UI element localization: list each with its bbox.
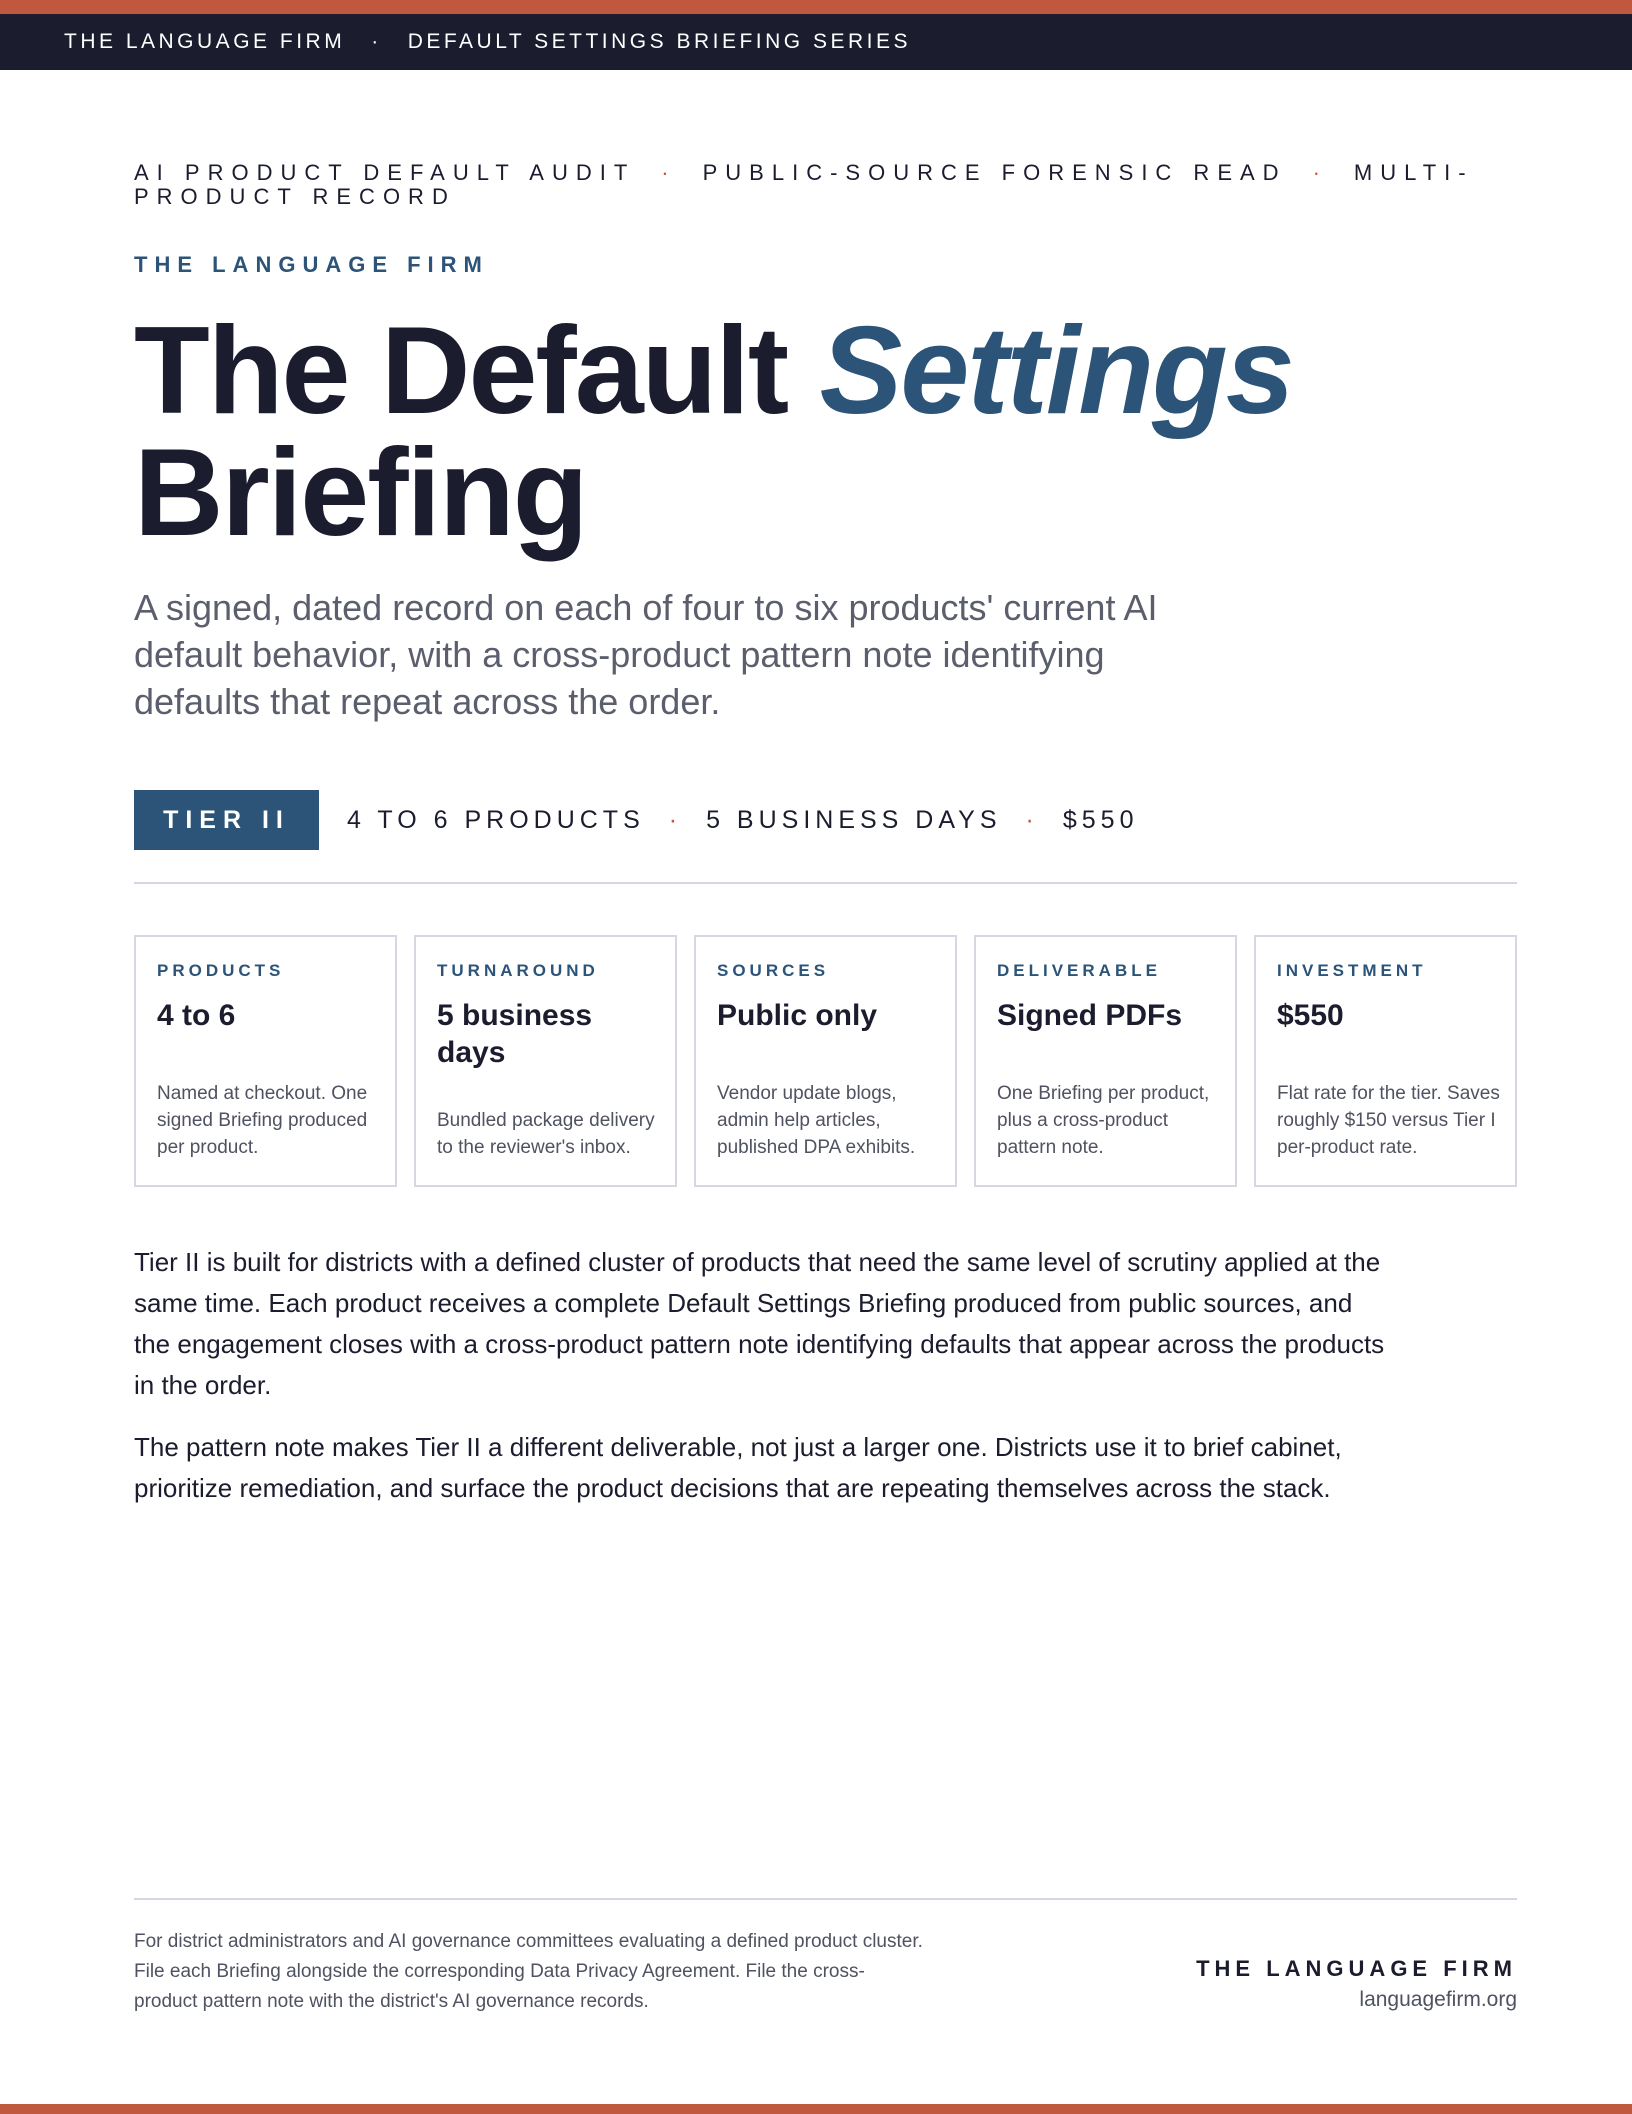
- kicker-separator: ·: [661, 160, 677, 185]
- fact-card-investment: [1254, 935, 1517, 1187]
- kicker-line: [134, 161, 1517, 209]
- header-firm-name: THE LANGUAGE FIRM: [64, 30, 346, 53]
- card-description: Named at checkout. One signed Briefing produced per product.: [157, 1083, 368, 1158]
- kicker-item: PUBLIC-SOURCE FORENSIC READ: [702, 160, 1287, 185]
- card-description: Bundled package delivery to the reviewer's inbox.: [437, 1110, 655, 1158]
- top-accent-stripe: [0, 0, 1632, 14]
- header-series-name: DEFAULT SETTINGS BRIEFING SERIES: [407, 30, 912, 53]
- footer-divider: [134, 1898, 1517, 1900]
- body-copy: [134, 1242, 1394, 1530]
- page-title: [134, 302, 1293, 562]
- body-paragraph: Tier II is built for districts with a defined cluster of products that need the same level of scrutiny applied at the same time. Each product receives a complete Default Settings Briefing produced from public sources, and the engagement closes with a cross-product pattern note identifying defaults that appear across the products in the order.: [134, 1247, 1385, 1400]
- tier-price: $550: [1062, 805, 1139, 834]
- tier-badge: TIER II: [134, 790, 319, 850]
- tier-turnaround: 5 BUSINESS DAYS: [706, 805, 1002, 834]
- bottom-accent-stripe: [0, 2104, 1632, 2114]
- kicker-separator: ·: [1312, 160, 1328, 185]
- footer-url[interactable]: languagefirm.org: [1359, 1988, 1517, 2011]
- card-label: DELIVERABLE: [997, 961, 1161, 980]
- fact-card-products: [134, 935, 397, 1187]
- lede-paragraph: A signed, dated record on each of four to six products' current AI default behavior, with a cross-product pattern note identifying defaults that repeat across the order.: [134, 587, 1158, 722]
- card-label: PRODUCTS: [157, 961, 285, 980]
- brand-line: THE LANGUAGE FIRM: [134, 252, 489, 277]
- tier-separator: ·: [668, 805, 683, 834]
- card-label: INVESTMENT: [1277, 961, 1427, 980]
- header-separator: ·: [371, 30, 382, 53]
- tier-summary-row: [134, 790, 1138, 850]
- fact-card-sources: [694, 935, 957, 1187]
- fact-cards: [134, 935, 1517, 1187]
- body-paragraph: The pattern note makes Tier II a different deliverable, not just a larger one. Districts use it to brief cabinet, prioritize remediation, and surface the product decisions that are repeating themselves across the stack.: [134, 1432, 1342, 1503]
- fact-card-deliverable: [974, 935, 1237, 1187]
- card-value: 5 business days: [437, 999, 593, 1069]
- title-part-2: Briefing: [134, 424, 587, 562]
- card-description: Flat rate for the tier. Saves roughly $150 versus Tier I per-product rate.: [1277, 1083, 1500, 1158]
- footer-note: For district administrators and AI governance committees evaluating a defined product cluster. File each Briefing alongside the corresponding Data Privacy Agreement. File the cross-product pattern note with the district's AI governance records.: [134, 1931, 923, 2012]
- tier-separator: ·: [1025, 805, 1039, 834]
- card-value: 4 to 6: [157, 999, 236, 1032]
- kicker-item: MULTI-PRODUCT RECORD: [134, 160, 1474, 209]
- footer-brand: THE LANGUAGE FIRM: [1196, 1956, 1517, 1981]
- card-value: Signed PDFs: [997, 999, 1183, 1032]
- section-divider: [134, 882, 1517, 884]
- card-value: $550: [1277, 999, 1344, 1032]
- card-description: Vendor update blogs, admin help articles, published DPA exhibits.: [717, 1083, 916, 1158]
- tier-products: 4 TO 6 PRODUCTS: [347, 805, 645, 834]
- title-part-1: The Default: [134, 302, 820, 440]
- tier-meta: [347, 806, 1138, 835]
- title-emphasis: Settings: [819, 302, 1293, 440]
- kicker-item: AI PRODUCT DEFAULT AUDIT: [134, 160, 636, 185]
- card-label: SOURCES: [717, 961, 830, 980]
- card-value: Public only: [717, 999, 878, 1032]
- series-header-bar: [0, 14, 1632, 70]
- card-label: TURNAROUND: [437, 961, 599, 980]
- fact-card-turnaround: [414, 935, 677, 1187]
- card-description: One Briefing per product, plus a cross-product pattern note.: [997, 1083, 1210, 1158]
